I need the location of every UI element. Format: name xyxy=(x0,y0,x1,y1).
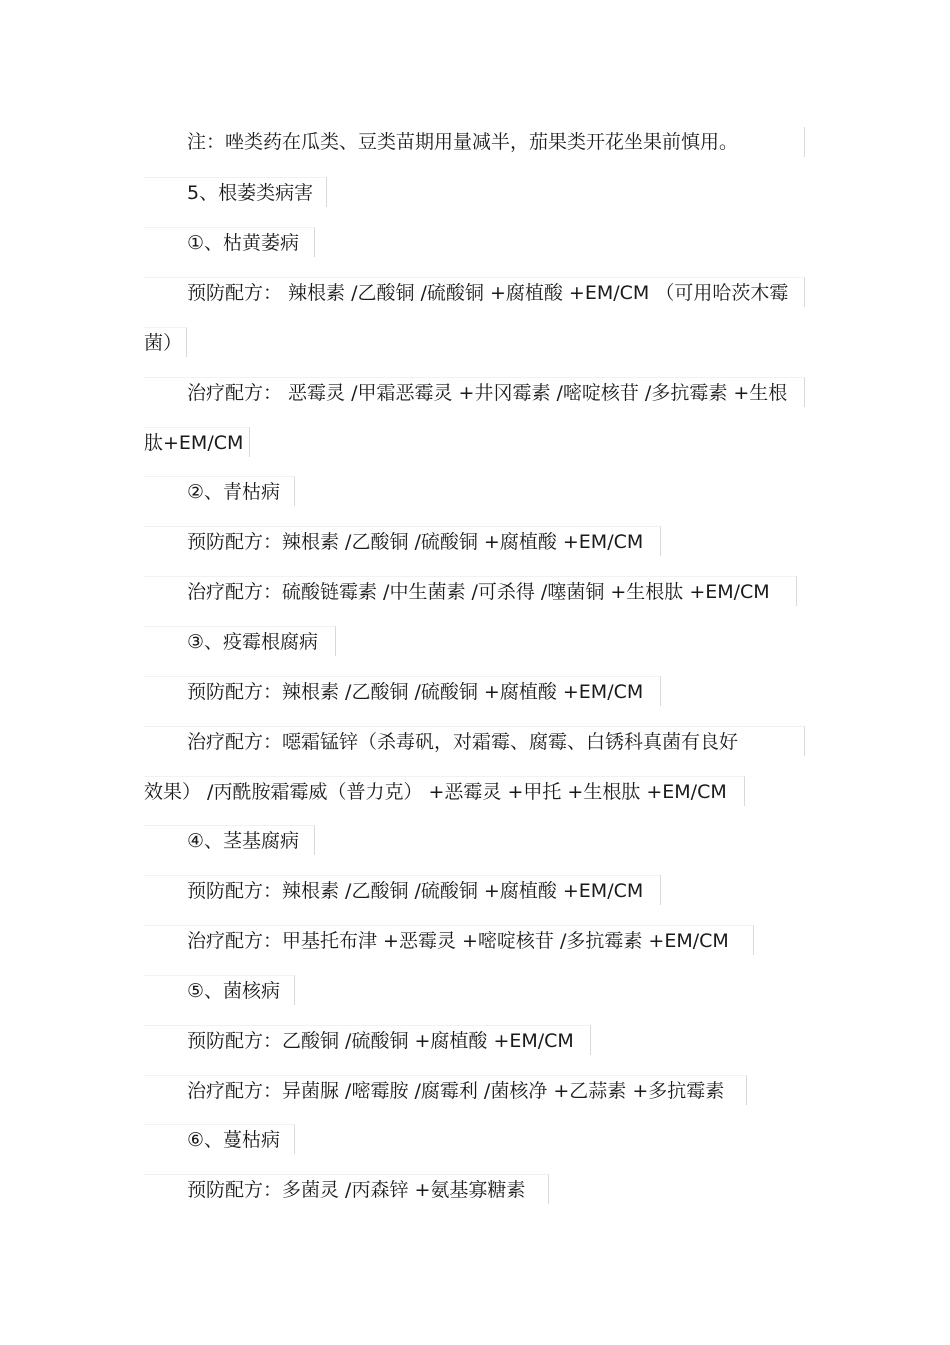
prevention-formula-5: 预防配方：乙酸铜 /硫酸铜 +腐植酸 +EM/CM xyxy=(144,1025,591,1055)
prevention-formula-2: 预防配方：辣根素 /乙酸铜 /硫酸铜 +腐植酸 +EM/CM xyxy=(144,526,661,556)
prevention-formula-1-cont: 菌） xyxy=(144,327,187,357)
disease-heading-5: ⑤、菌核病 xyxy=(144,975,295,1005)
treatment-formula-5: 治疗配方：异菌脲 /嘧霉胺 /腐霉利 /菌核净 +乙蒜素 +多抗霉素 xyxy=(144,1075,747,1105)
section-heading: 5、根萎类病害 xyxy=(144,177,327,207)
prevention-formula-6: 预防配方：多菌灵 /丙森锌 +氨基寡糖素 xyxy=(144,1174,549,1204)
prevention-formula-4: 预防配方：辣根素 /乙酸铜 /硫酸铜 +腐植酸 +EM/CM xyxy=(144,875,661,905)
prevention-formula-3: 预防配方：辣根素 /乙酸铜 /硫酸铜 +腐植酸 +EM/CM xyxy=(144,676,661,706)
treatment-formula-3: 治疗配方：噁霜锰锌（杀毒矾，对霜霉、腐霉、白锈科真菌有良好 xyxy=(144,726,805,756)
note-line: 注：唑类药在瓜类、豆类苗期用量减半，茄果类开花坐果前慎用。 xyxy=(144,127,805,157)
disease-heading-3: ③、疫霉根腐病 xyxy=(144,626,336,656)
disease-heading-2: ②、青枯病 xyxy=(144,476,295,506)
treatment-formula-3-cont: 效果） /丙酰胺霜霉威（普力克） +恶霉灵 +甲托 +生根肽 +EM/CM xyxy=(144,776,745,806)
treatment-formula-2: 治疗配方：硫酸链霉素 /中生菌素 /可杀得 /噻菌铜 +生根肽 +EM/CM xyxy=(144,576,797,606)
treatment-formula-1: 治疗配方： 恶霉灵 /甲霜恶霉灵 +井冈霉素 /嘧啶核苷 /多抗霉素 +生根 xyxy=(144,377,805,407)
disease-heading-1: ①、枯黄萎病 xyxy=(144,227,315,257)
prevention-formula-1: 预防配方： 辣根素 /乙酸铜 /硫酸铜 +腐植酸 +EM/CM （可用哈茨木霉 xyxy=(144,277,805,307)
treatment-formula-4: 治疗配方：甲基托布津 +恶霉灵 +嘧啶核苷 /多抗霉素 +EM/CM xyxy=(144,925,754,955)
disease-heading-6: ⑥、蔓枯病 xyxy=(144,1124,295,1154)
treatment-formula-1-cont: 肽+EM/CM xyxy=(144,427,250,457)
disease-heading-4: ④、茎基腐病 xyxy=(144,825,315,855)
